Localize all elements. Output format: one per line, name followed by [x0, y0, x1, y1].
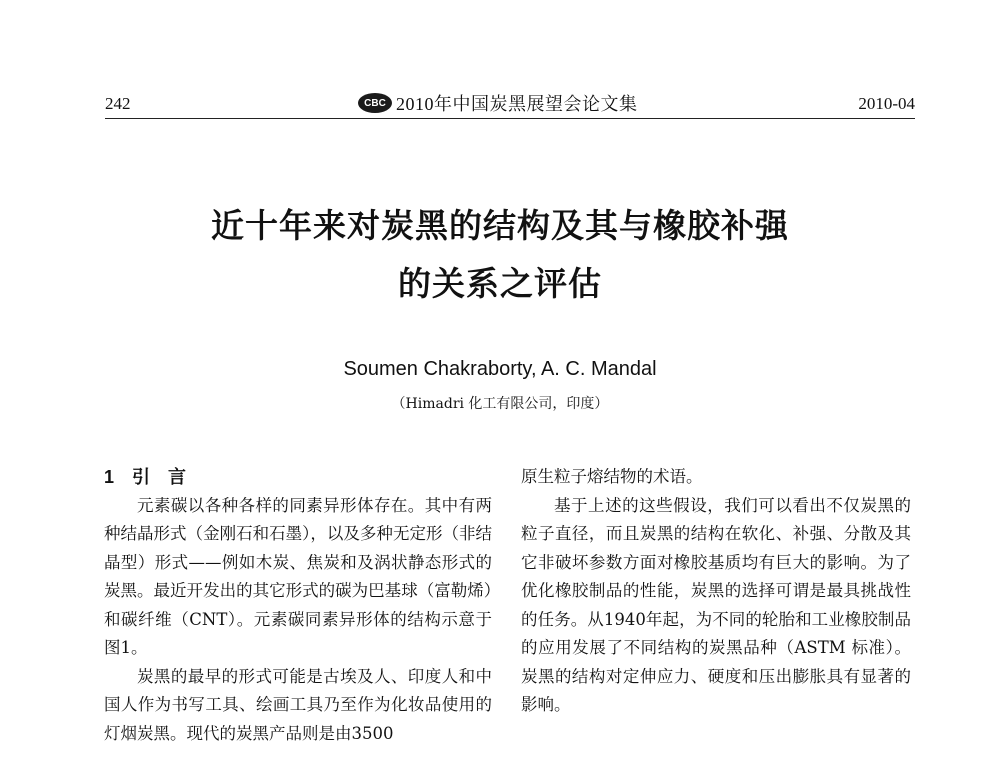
section-heading: [104, 463, 492, 492]
right-column: [521, 463, 911, 720]
cbc-logo-icon: CBC: [358, 93, 392, 113]
running-header: [105, 88, 915, 119]
page-number: 242: [105, 94, 131, 113]
issue-number: 2010-04: [858, 94, 915, 113]
affiliation: （Himadri 化工有限公司，印度）: [391, 396, 609, 412]
paper-title-line-1: 近十年来对炭黑的结构及其与橡胶补强: [211, 206, 789, 245]
authors: Soumen Chakraborty, A. C. Mandal: [343, 358, 657, 380]
left-column: [104, 463, 492, 748]
paper-title-line-2: 的关系之评估: [398, 264, 602, 303]
paragraph: 元素碳以各种各样的同素异形体存在。其中有两种结晶形式（金刚石和石墨），以及多种无定形（非结晶型）形式——例如木炭、焦炭和及涡状静态形式的炭黑。最近开发出的其它形式的碳为巴基球（富勒烯）和碳纤维（CNT）。元素碳同素异形体的结构示意于图1。: [104, 495, 492, 657]
paragraph: 基于上述的这些假设，我们可以看出不仅炭黑的粒子直径，而且炭黑的结构在软化、补强、分散及其它非破坏参数方面对橡胶基质均有巨大的影响。为了优化橡胶制品的性能，炭黑的选择可谓是最具挑战性的任务。从1940年起，为不同的轮胎和工业橡胶制品的应用发展了不同结构的炭黑品种（ASTM 标准）。炭黑的结构对定伸应力、硬度和压出膨胀具有显著的影响。: [521, 495, 911, 714]
section-title: 引 言: [132, 467, 187, 487]
paragraph-continuation: 原生粒子熔结物的术语。: [521, 467, 703, 486]
section-number: 1: [104, 467, 115, 487]
conference-header: [358, 90, 638, 116]
paragraph: 炭黑的最早的形式可能是古埃及人、印度人和中国人作为书写工具、绘画工具乃至作为化妆品使用的灯烟炭黑。现代的炭黑产品则是由3500: [104, 666, 492, 743]
conference-title: 2010年中国炭黑展望会论文集: [396, 94, 638, 114]
